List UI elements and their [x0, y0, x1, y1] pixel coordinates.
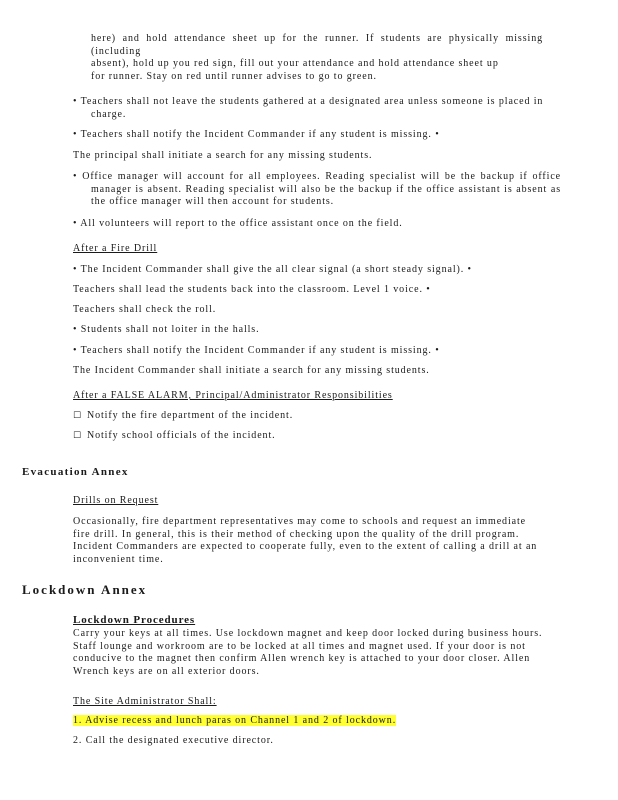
drills-line-3: Incident Commanders are expected to cooperate fully, even to the extent of calling a drill at an	[73, 541, 538, 552]
bullet-office-manager: • Office manager will account for all employees. Reading specialist will be the backup if office manager is absent. Reading specialist will also be the backup if the office assistant is absent as the office manager will then account for students.	[73, 171, 561, 207]
false-alarm-item-2	[73, 430, 543, 443]
fire-drill-line-3: Teachers shall check the roll.	[73, 304, 217, 315]
drills-line-1: Occasionally, fire department representatives may come to schools and request an immediate	[73, 516, 526, 527]
continuation-line-1: here) and hold attendance sheet up for the runner. If students are physically missing (including	[91, 33, 543, 57]
fire-drill-line-6: The Incident Commander shall initiate a search for any missing students.	[73, 365, 430, 376]
lockdown-line-1: Carry your keys at all times. Use lockdown magnet and keep door locked during business hours.	[73, 628, 543, 639]
lockdown-procedures-paragraph	[73, 628, 543, 678]
continuation-line-2: absent), hold up you red sign, fill out your attendance and hold attendance sheet up	[91, 58, 499, 69]
checkbox-icon: ☐	[73, 411, 82, 421]
false-alarm-heading: After a FALSE ALARM, Principal/Administrator Responsibilities	[73, 390, 393, 401]
fire-drill-line-2: Teachers shall lead the students back into the classroom. Level 1 voice. •	[73, 284, 431, 295]
drills-on-request-paragraph	[73, 516, 543, 566]
lockdown-line-3: conducive to the magnet then confirm Allen wrench key is attached to your door closer. Allen	[73, 653, 531, 664]
site-admin-item-1: 1. Advise recess and lunch paras on Channel 1 and 2 of lockdown.	[73, 715, 397, 726]
fire-drill-line-1: • The Incident Commander shall give the all clear signal (a short steady signal). •	[73, 264, 472, 275]
site-admin-item-1-row	[73, 715, 543, 728]
drills-line-2: fire drill. In general, this is their method of checking upon the quality of the drill program.	[73, 528, 520, 540]
continuation-paragraph	[91, 33, 543, 83]
bullet-teachers-not-leave: • Teachers shall not leave the students gathered at a designated area unless someone is placed in charge.	[73, 96, 544, 120]
drills-on-request-heading: Drills on Request	[73, 495, 159, 506]
bullet-volunteers: • All volunteers will report to the office assistant once on the field.	[73, 218, 403, 229]
fire-drill-line-5: • Teachers shall notify the Incident Commander if any student is missing. •	[73, 345, 440, 356]
false-alarm-item-text: Notify school officials of the incident.	[86, 430, 276, 441]
lockdown-line-2: Staff lounge and workroom are to be locked at all times and magnet used. If your door is not	[73, 640, 526, 652]
site-admin-item-2: 2. Call the designated executive director.	[73, 735, 274, 746]
lockdown-procedures-heading: Lockdown Procedures	[73, 614, 196, 626]
site-administrator-heading: The Site Administrator Shall:	[73, 696, 217, 707]
continuation-line-3: for runner. Stay on red until runner advises to go to green.	[91, 70, 377, 82]
after-fire-drill-heading: After a Fire Drill	[73, 243, 158, 254]
principal-search-text: The principal shall initiate a search for any missing students.	[73, 150, 373, 161]
drills-line-4: inconvenient time.	[73, 553, 164, 565]
fire-drill-line-4: • Students shall not loiter in the halls.	[73, 324, 260, 335]
evacuation-annex-title: Evacuation Annex	[22, 466, 129, 478]
false-alarm-item-text: Notify the fire department of the incident.	[86, 410, 294, 421]
bullet-notify-incident-commander: • Teachers shall notify the Incident Commander if any student is missing. •	[73, 129, 440, 140]
lockdown-line-4: Wrench keys are on all exterior doors.	[73, 665, 260, 677]
false-alarm-item-1	[73, 410, 543, 423]
lockdown-annex-title: Lockdown Annex	[22, 582, 148, 597]
checkbox-icon: ☐	[73, 431, 82, 441]
